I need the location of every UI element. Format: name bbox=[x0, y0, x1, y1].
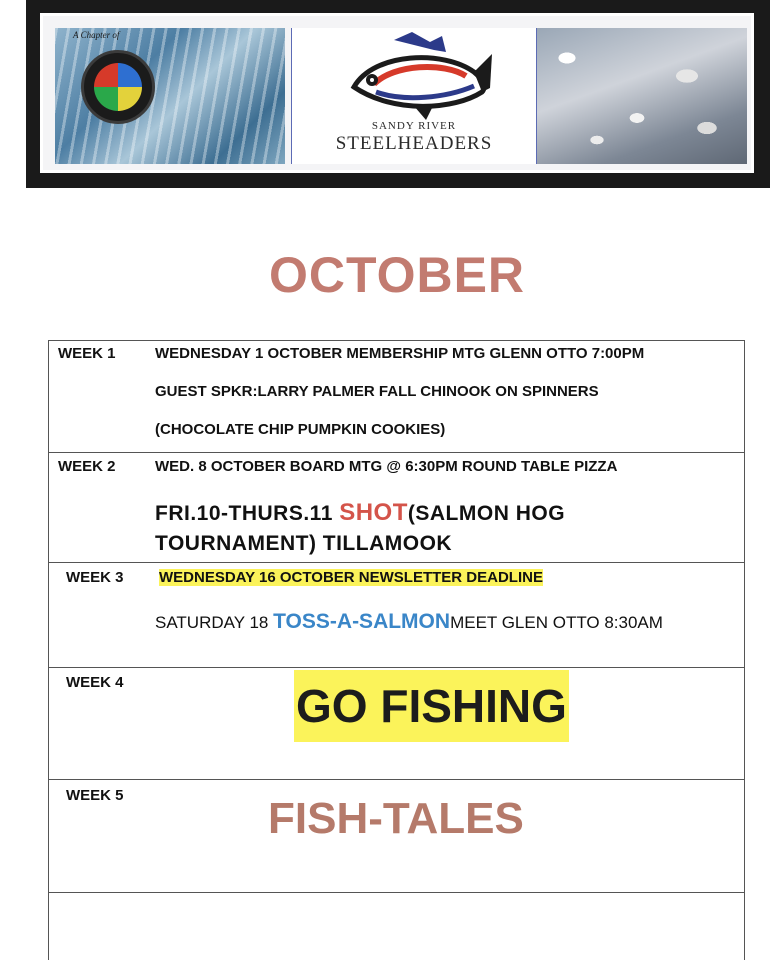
fish-tales-heading: FISH-TALES bbox=[268, 794, 524, 843]
page-title: OCTOBER bbox=[268, 247, 526, 303]
header-banner bbox=[26, 0, 770, 188]
week-label: WEEK 5 bbox=[66, 787, 124, 804]
week3-sat-details: MEET GLEN OTTO 8:30AM bbox=[450, 613, 663, 632]
go-fishing-banner: GO FISHING bbox=[294, 670, 569, 742]
river-rocks-photo bbox=[537, 28, 747, 164]
week-label: WEEK 1 bbox=[58, 345, 116, 362]
table-border-right bbox=[744, 340, 745, 960]
week2-line-1: WED. 8 OCTOBER BOARD MTG @ 6:30PM ROUND TABLE PIZZA bbox=[155, 458, 618, 475]
row-divider bbox=[48, 892, 744, 893]
week1-line-3: (CHOCOLATE CHIP PUMPKIN COOKIES) bbox=[155, 421, 446, 438]
logo-subtitle: SANDY RIVER bbox=[371, 120, 457, 132]
emblem-center bbox=[94, 63, 142, 111]
toss-a-salmon-highlight: TOSS-A-SALMON bbox=[273, 610, 451, 633]
logo-title: STEELHEADERS bbox=[335, 133, 493, 154]
week-label: WEEK 2 bbox=[58, 458, 116, 475]
week3-line-2 bbox=[155, 610, 663, 634]
week3-line-1 bbox=[159, 569, 543, 586]
week3-sat-date: SATURDAY 18 bbox=[155, 613, 274, 632]
table-border-left bbox=[48, 340, 49, 960]
week1-line-1: WEDNESDAY 1 OCTOBER MEMBERSHIP MTG GLENN OTTO 7:00PM bbox=[155, 345, 645, 362]
week-label: WEEK 4 bbox=[66, 674, 124, 691]
banner-frame bbox=[40, 13, 754, 173]
week-label: WEEK 3 bbox=[66, 569, 124, 586]
week2-event bbox=[155, 498, 715, 559]
chapter-emblem-icon bbox=[81, 50, 155, 124]
table-border-top bbox=[48, 340, 744, 341]
newsletter-deadline-highlight: WEDNESDAY 16 OCTOBER NEWSLETTER DEADLINE bbox=[159, 569, 543, 586]
row-divider bbox=[48, 667, 744, 668]
water-photo bbox=[55, 28, 285, 164]
row-divider bbox=[48, 562, 744, 563]
row-divider bbox=[48, 779, 744, 780]
steelhead-fish-icon bbox=[334, 32, 494, 122]
week2-event-details: (SALMON HOG TOURNAMENT) TILLAMOOK bbox=[155, 502, 566, 555]
emblem-caption: A Chapter of bbox=[73, 30, 120, 40]
week1-line-2: GUEST SPKR:LARRY PALMER FALL CHINOOK ON SPINNERS bbox=[155, 383, 599, 400]
schedule-table bbox=[48, 340, 744, 960]
row-divider bbox=[48, 452, 744, 453]
club-logo bbox=[291, 28, 537, 164]
shot-highlight: SHOT bbox=[339, 499, 408, 526]
week2-event-dates: FRI.10-THURS.11 bbox=[155, 502, 340, 525]
